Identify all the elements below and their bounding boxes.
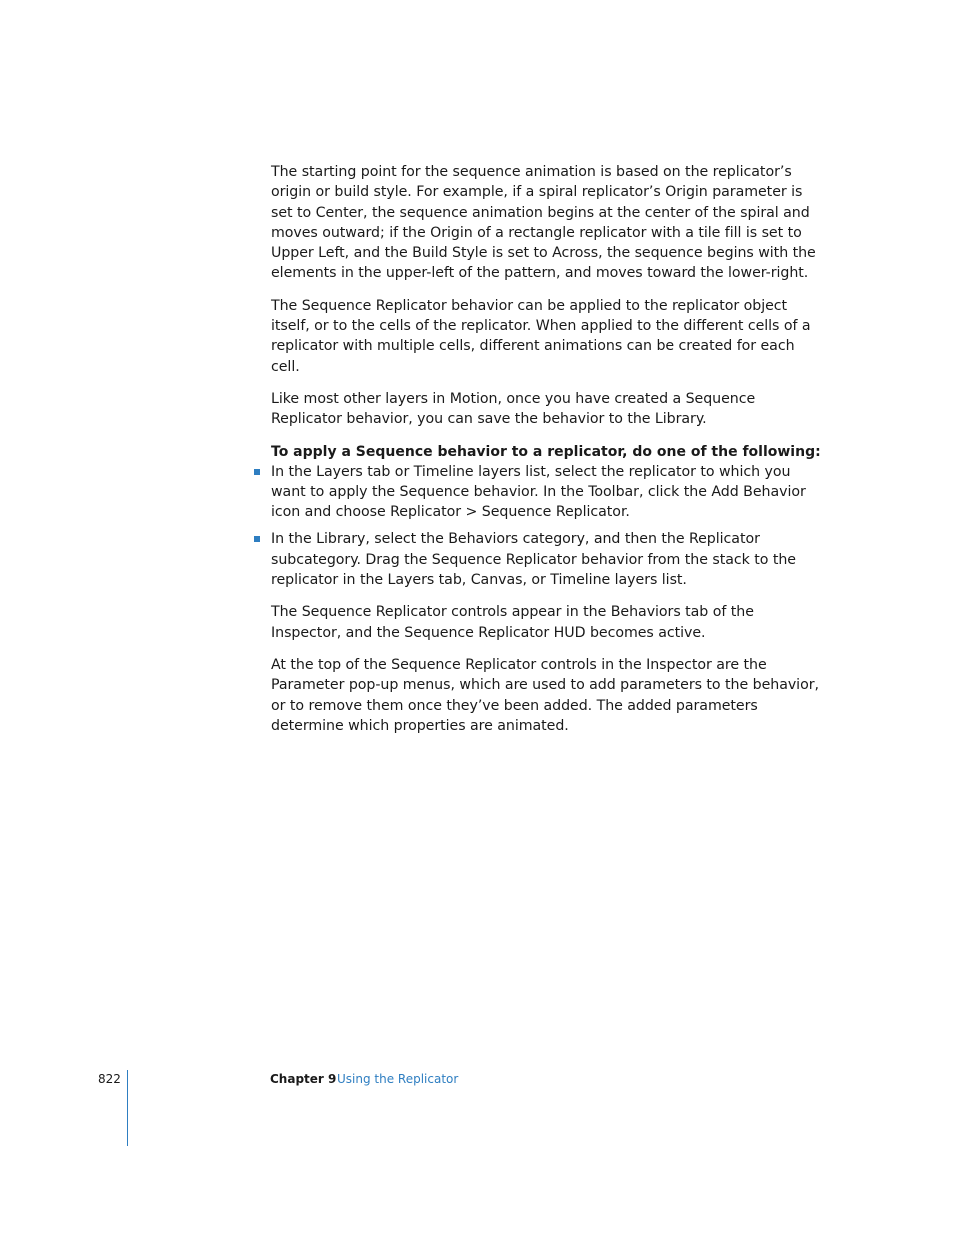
- body-paragraph-cells: The Sequence Replicator behavior can be applied to the replicator object itself, or to the cells of the replicator. When applied to the different cells of a replicator with multiple cells, different animations can be created for each cell.: [271, 297, 811, 375]
- list-item-text: In the Library, select the Behaviors category, and then the Replicator subcategory. Drag the Sequence Replicator behavior from the stack to the replicator in the Layers tab, Canvas, or Timeline layers list.: [271, 531, 796, 589]
- footer-divider: [127, 1070, 128, 1146]
- page-content: [271, 162, 827, 748]
- body-paragraph-library: Like most other layers in Motion, once you have created a Sequence Replicator behavior, you can save the behavior to the Library.: [271, 390, 756, 428]
- task-lead-heading: To apply a Sequence behavior to a replicator, do one of the following:: [271, 443, 821, 460]
- page-number: 822: [98, 1072, 121, 1086]
- list-item-text: In the Layers tab or Timeline layers list, select the replicator to which you want to apply the Sequence behavior. In the Toolbar, click the Add Behavior icon and choose Replicator > Sequence Replicator.: [271, 463, 806, 521]
- footer-chapter-title: Using the Replicator: [337, 1072, 459, 1086]
- body-paragraph-origin: The starting point for the sequence animation is based on the replicator’s origin or build style. For example, if a spiral replicator’s Origin parameter is set to Center, the sequence animation begins at the center of the spiral and moves outward; if the Origin of a rectangle replicator with a tile fill is set to Upper Left, and the Build Style is set to Across, the sequence begins with the elements in the upper-left of the pattern, and moves toward the lower-right.: [271, 164, 816, 282]
- list-item: [271, 529, 827, 590]
- footer-chapter-label: Chapter 9: [270, 1072, 337, 1086]
- square-bullet-icon: [254, 469, 260, 475]
- task-bullet-list: [271, 462, 827, 591]
- body-paragraph-controls: The Sequence Replicator controls appear in the Behaviors tab of the Inspector, and the Sequence Replicator HUD becomes active.: [271, 604, 754, 641]
- square-bullet-icon: [254, 536, 260, 542]
- body-paragraph-parameters: At the top of the Sequence Replicator controls in the Inspector are the Parameter pop-up menus, which are used to add parameters to the behavior, or to remove them once they’ve been added. The added parameters determine which properties are animated.: [271, 656, 819, 734]
- list-item: [271, 462, 827, 523]
